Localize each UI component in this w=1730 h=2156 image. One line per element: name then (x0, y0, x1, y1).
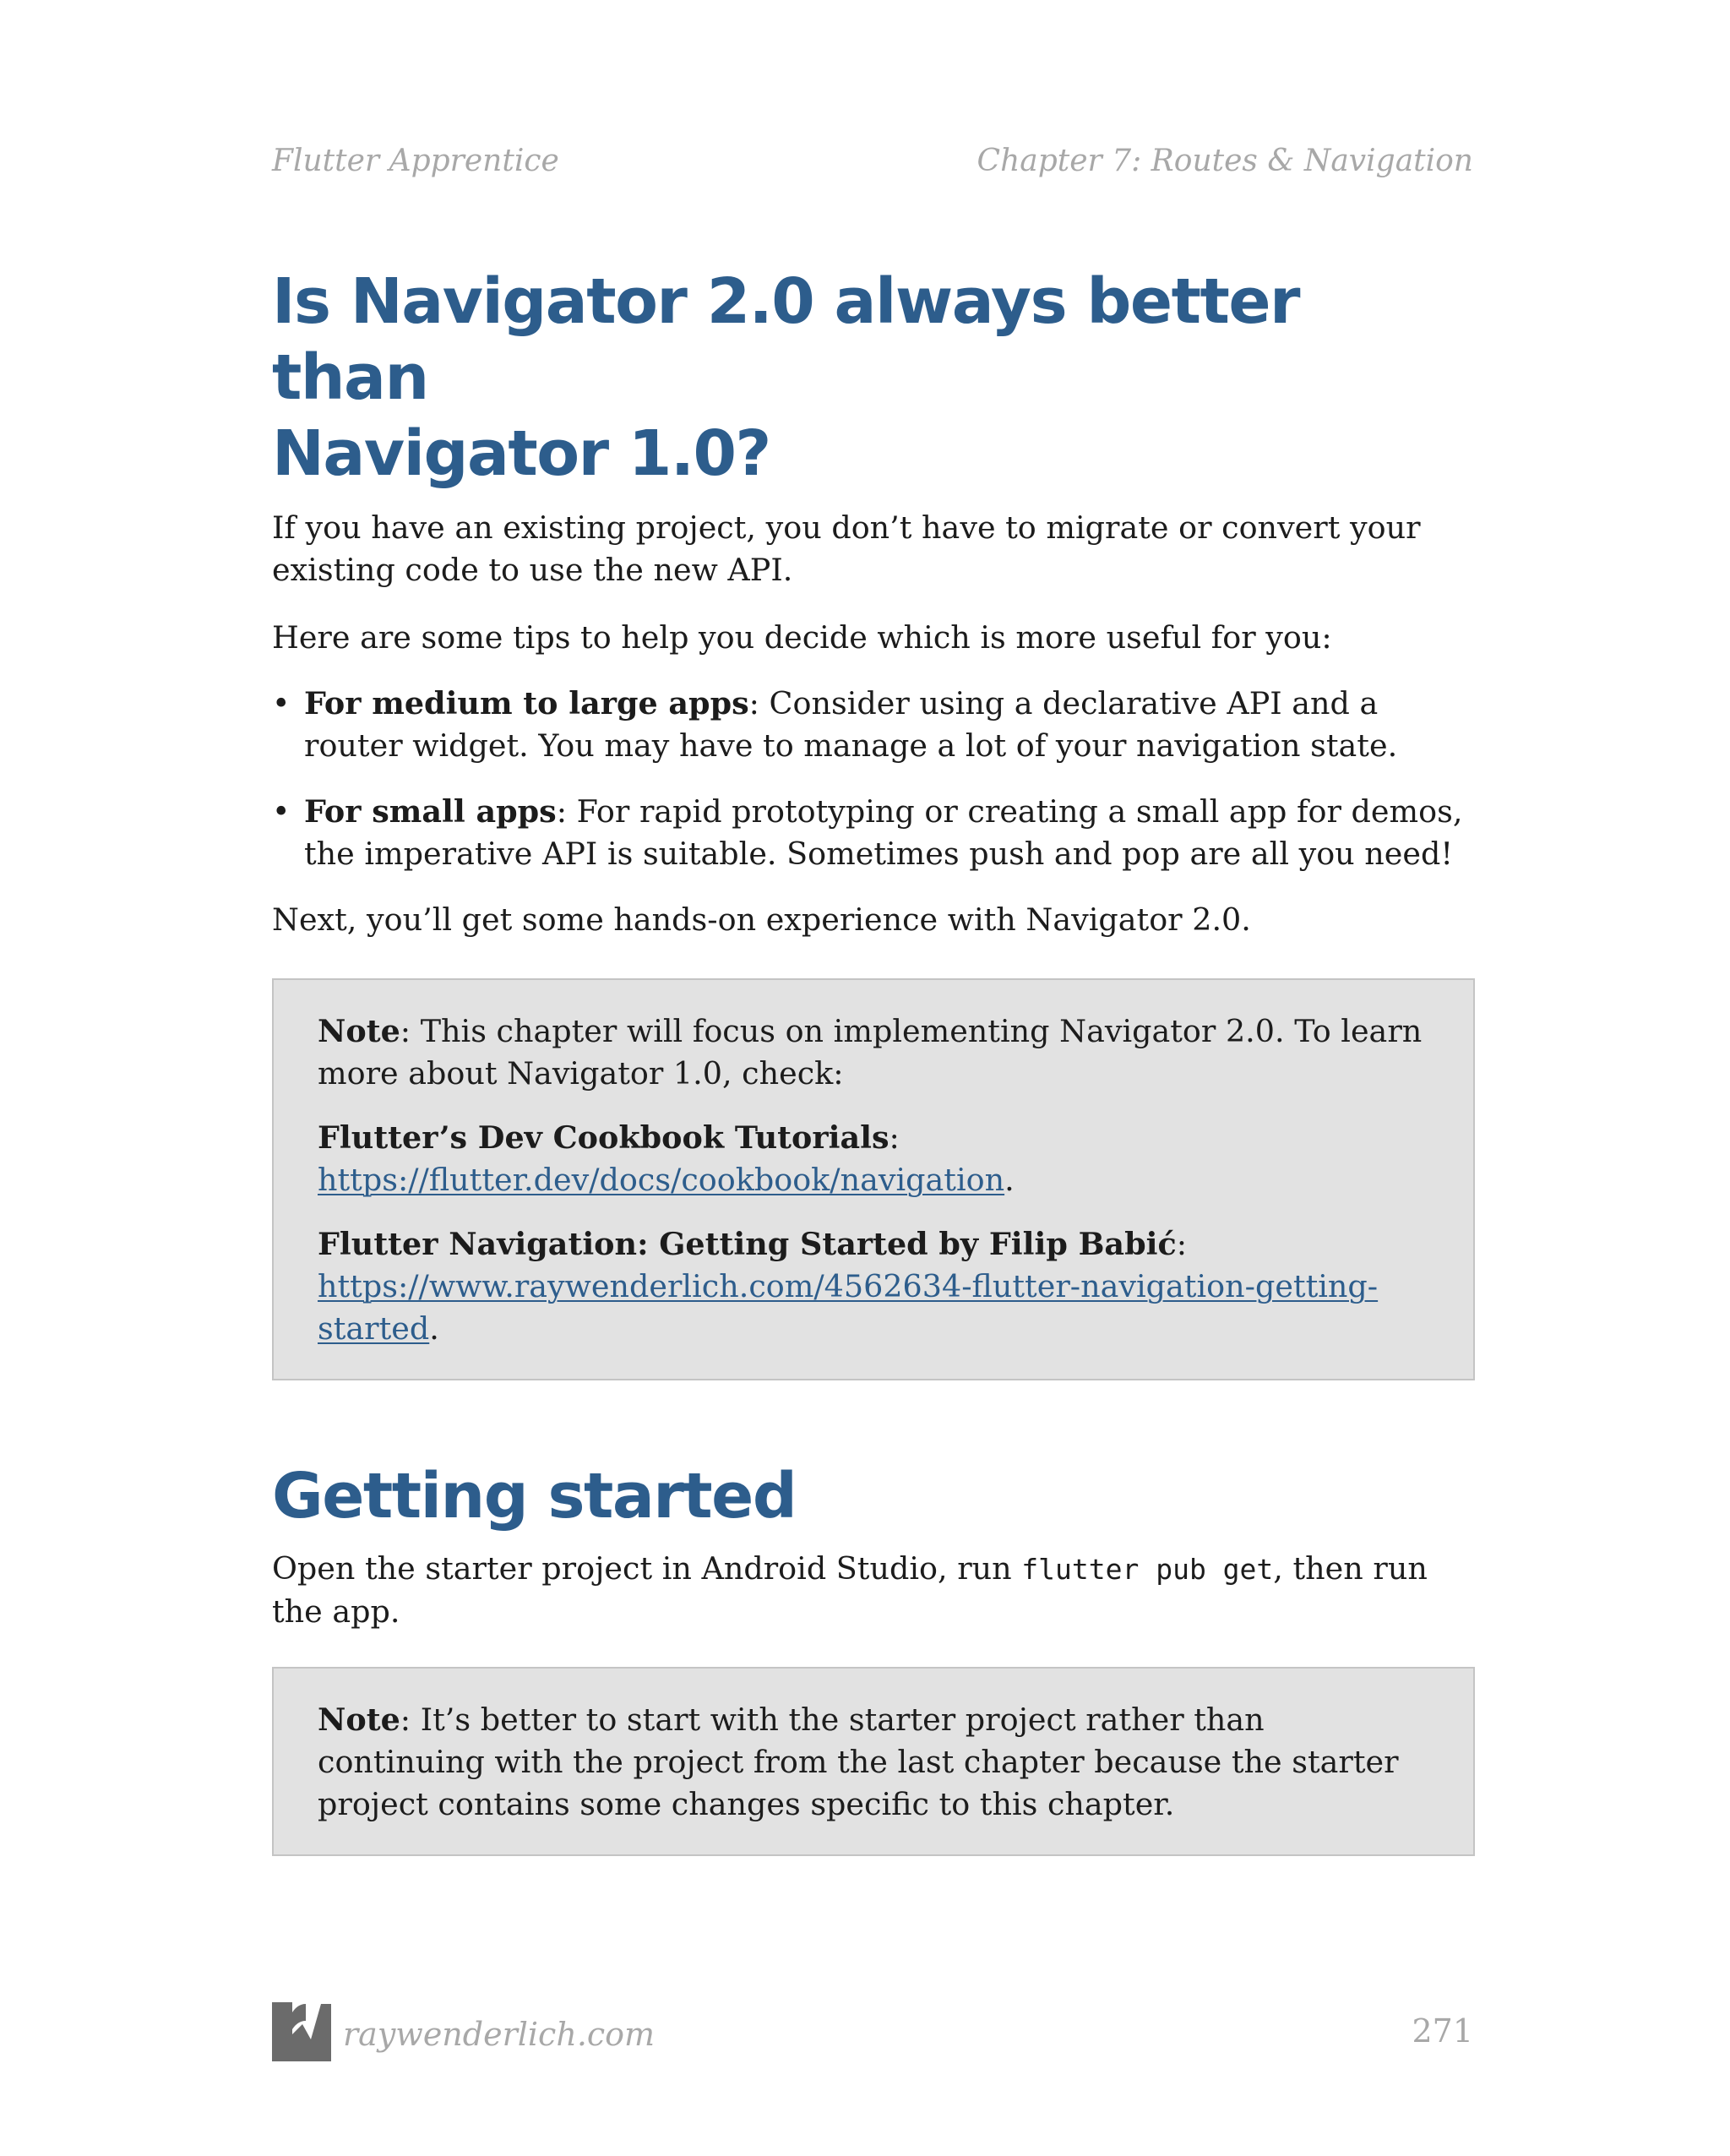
bullet-icon: • (272, 793, 291, 830)
note-label: Note (318, 1013, 400, 1049)
reference-cookbook (318, 1117, 1429, 1201)
raywenderlich-logo-icon (272, 2002, 331, 2061)
reference-separator: : (889, 1119, 900, 1156)
page-footer (272, 2002, 1473, 2070)
reference-end: . (1004, 1162, 1015, 1198)
getting-started-link[interactable]: https://www.raywenderlich.com/4562634-flutter-navigation-getting-started (318, 1268, 1379, 1347)
page-number: 271 (1412, 2012, 1473, 2050)
tip-text: : For rapid prototyping or creating a small app for demos, the imperative API is suitable. Sometimes push and pop are all you need! (304, 793, 1463, 872)
instruction-text: Open the starter project in Android Studio, run (272, 1550, 1022, 1587)
heading-line-2: Navigator 1.0? (272, 417, 770, 490)
reference-end: . (429, 1310, 439, 1347)
note-label: Note (318, 1701, 400, 1738)
bullet-icon: • (272, 685, 291, 721)
note-text: : It’s better to start with the starter project rather than continuing with the project from the last chapter because the starter project contains some changes specific to this chapter. (318, 1701, 1399, 1822)
tip-title: For small apps (304, 793, 557, 830)
note-box-navigator-1 (272, 978, 1475, 1380)
reference-separator: : (1176, 1226, 1188, 1262)
note-paragraph (318, 1010, 1429, 1095)
reference-title: Flutter’s Dev Cookbook Tutorials (318, 1119, 889, 1156)
tip-title: For medium to large apps (304, 685, 749, 721)
page-content (272, 264, 1473, 1856)
next-paragraph: Next, you’ll get some hands-on experience with Navigator 2.0. (272, 901, 1251, 938)
intro-paragraph: If you have an existing project, you don’t have to migrate or convert your existing code to use the new API. (272, 509, 1421, 588)
cookbook-link[interactable]: https://flutter.dev/docs/cookbook/navigation (318, 1162, 1005, 1198)
tip-text: : Consider using a declarative API and a router widget. You may have to manage a lot of your navigation state. (304, 685, 1398, 764)
section-heading-navigator-comparison (272, 264, 1473, 492)
tips-intro-paragraph: Here are some tips to help you decide which is more useful for you: (272, 619, 1332, 656)
command-code: flutter pub get (1021, 1553, 1274, 1586)
getting-started-paragraph (272, 1548, 1473, 1633)
section-heading-getting-started: Getting started (272, 1460, 797, 1533)
list-item (272, 791, 1473, 875)
note-text: : This chapter will focus on implementing Navigator 2.0. To learn more about Navigator 1.0, check: (318, 1013, 1423, 1092)
site-name: raywenderlich.com (343, 2016, 656, 2053)
reference-title: Flutter Navigation: Getting Started by Filip Babić (318, 1226, 1177, 1262)
book-title: Flutter Apprentice (272, 144, 559, 178)
note-paragraph (318, 1699, 1429, 1826)
chapter-title: Chapter 7: Routes & Navigation (977, 144, 1473, 178)
instruction-text-end: , then run the app. (272, 1550, 1428, 1630)
running-header (272, 144, 1473, 186)
list-item (272, 683, 1473, 767)
note-box-starter-project (272, 1667, 1475, 1856)
reference-getting-started (318, 1223, 1429, 1350)
tips-list (272, 683, 1473, 875)
heading-line-1: Is Navigator 2.0 always better than (272, 265, 1299, 414)
